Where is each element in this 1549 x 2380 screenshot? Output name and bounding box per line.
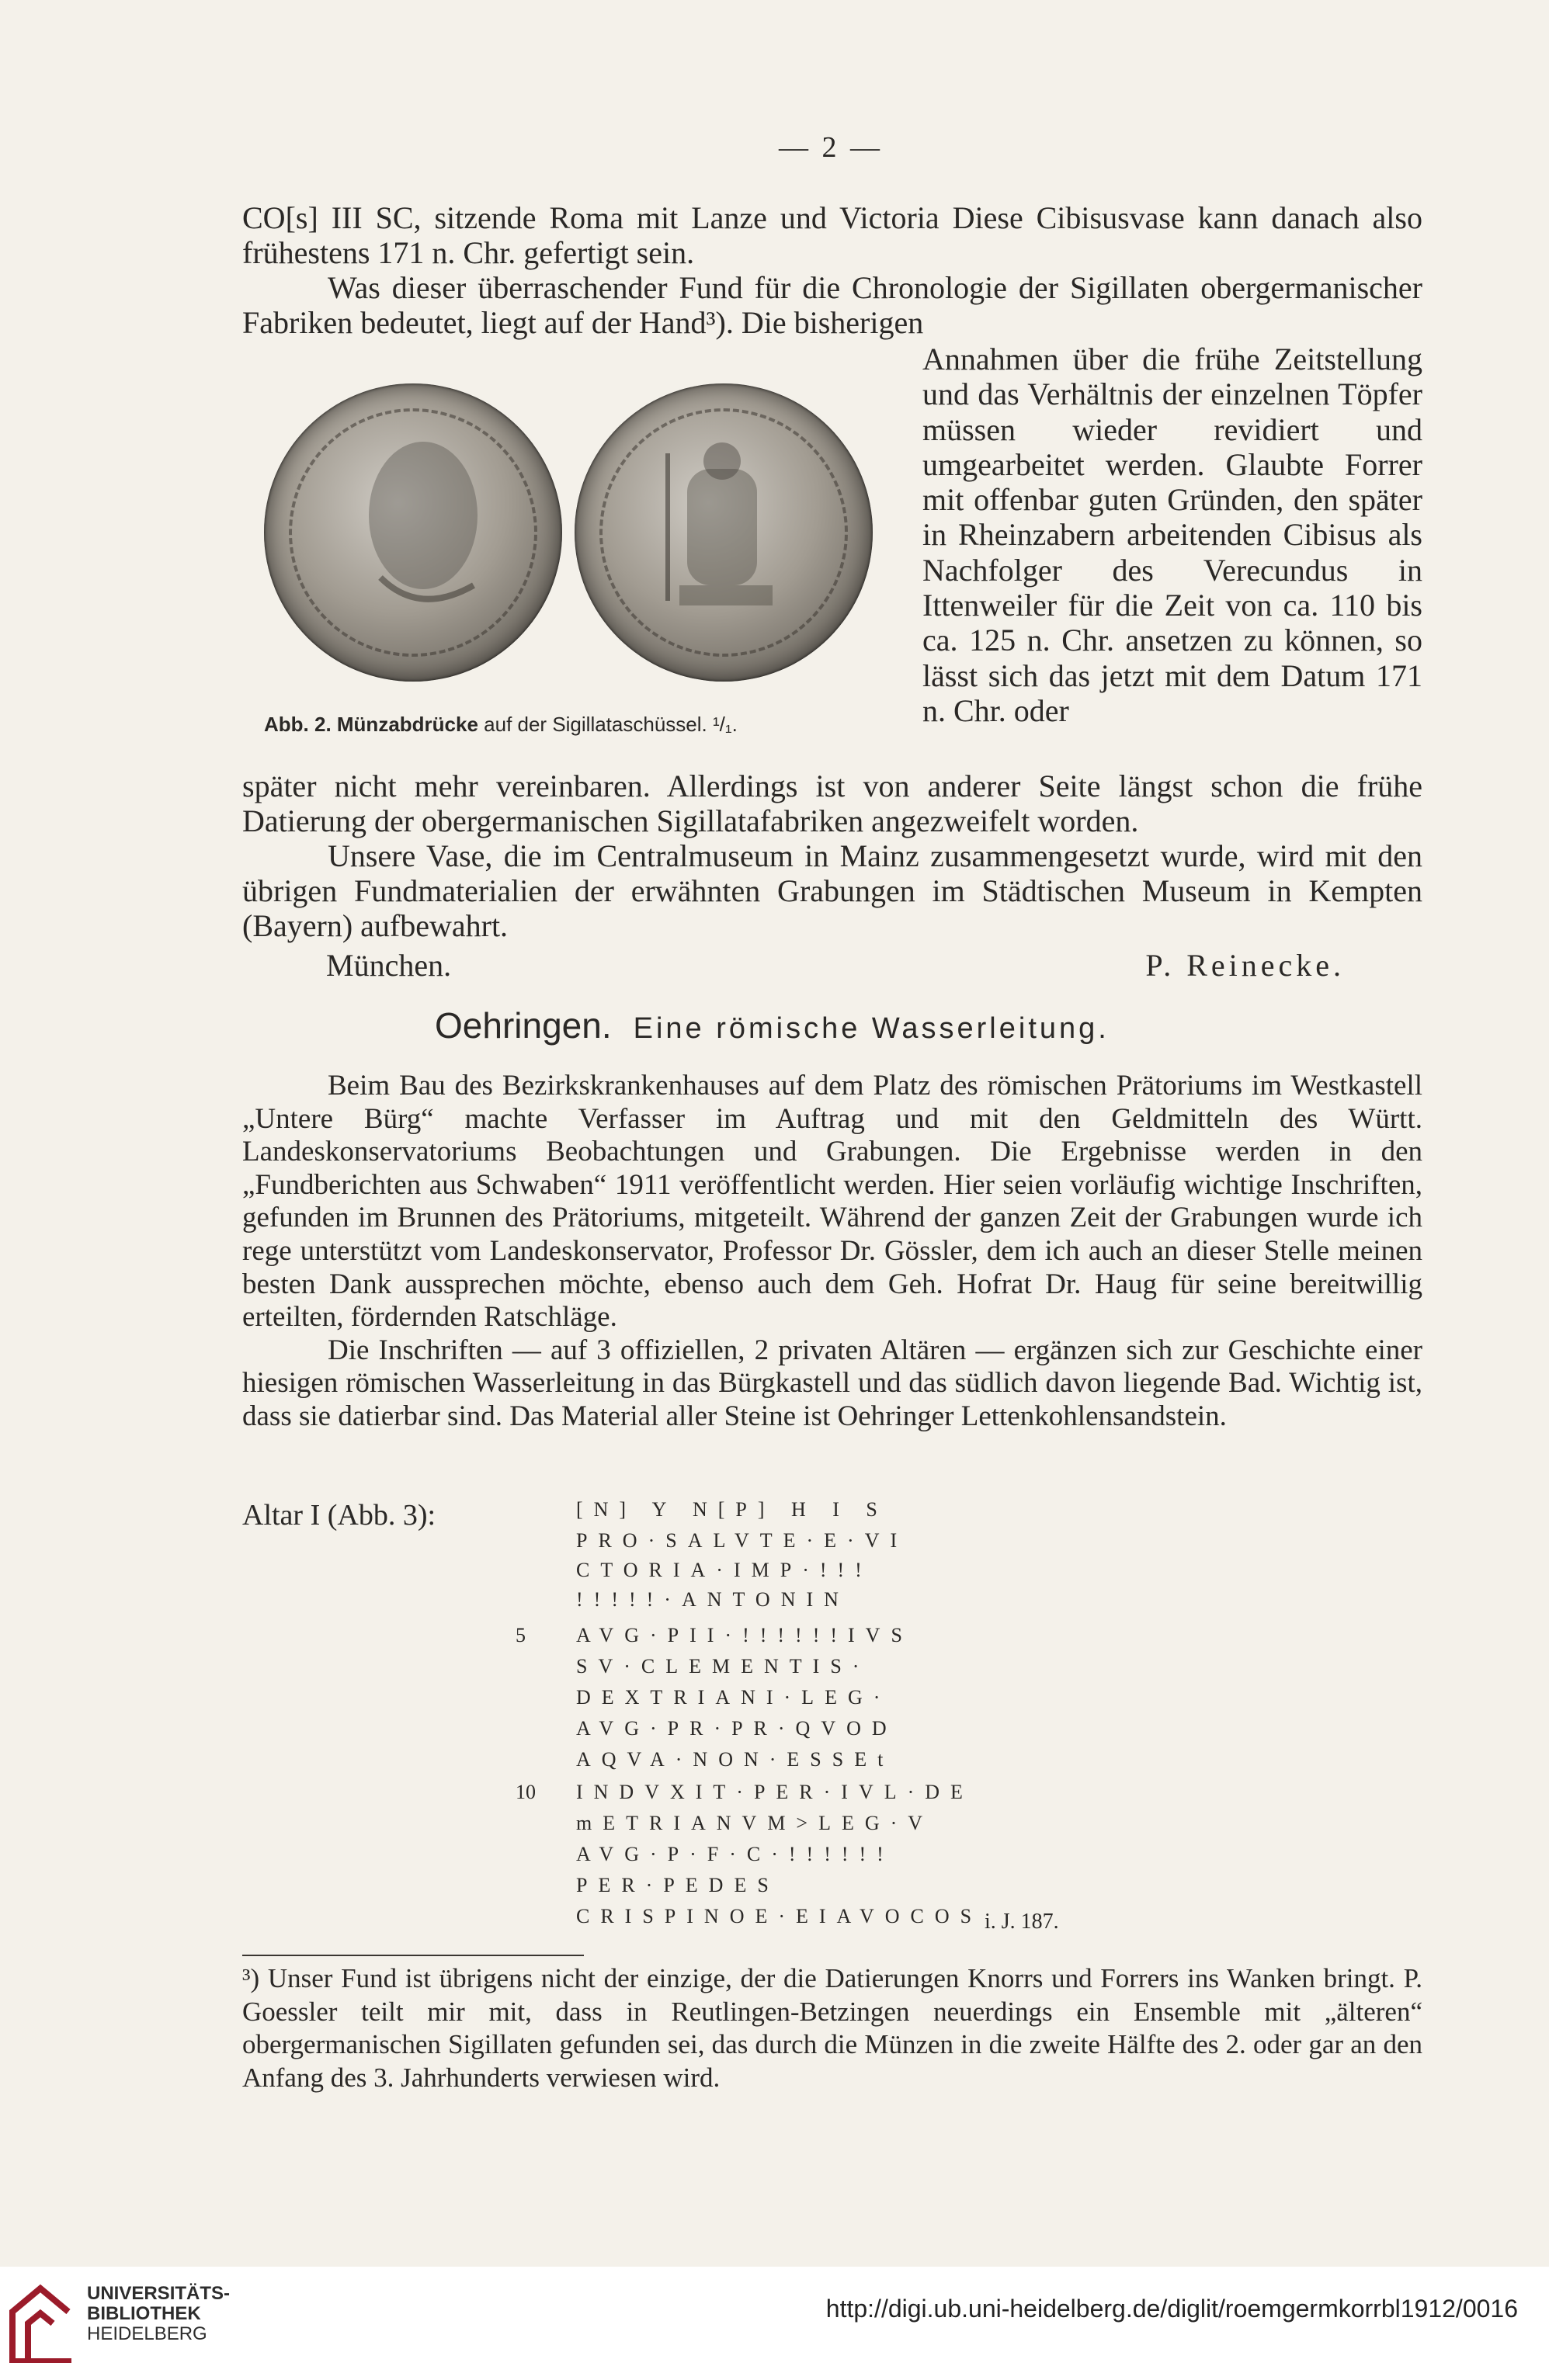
inscription-line: mETRIANVM>LEG·V [576,1812,934,1834]
footnote: ³) Unser Fund ist übrigens nicht der einzige, der die Datierungen Knorrs und Forrers ins Wanken bringt. P. Goessler teilt mir mit, dass in Reutlingen-Betzingen neuerdings ein Ensemble mit „älteren“ obergermanischen Sigillaten gefunden sei, das durch die Münzen in die zweite Hälfte des 2. oder gar an den Anfang des 3. Jahrhunderts verwiesen wird. [242,1963,1422,2093]
seated-roma-icon [575,383,873,682]
inscription-line: [N] Y N[P] H I S [576,1498,888,1521]
footnote-divider [242,1955,584,1956]
continuation-text [242,768,1422,943]
library-name-line2: BIBLIOTHEK [87,2303,201,2324]
library-logo-icon [5,2281,76,2366]
signoff-author: P. Reinecke. [1145,948,1345,983]
digitization-footer [0,2267,1549,2380]
excavation-paragraph: Beim Bau des Bezirkskrankenhauses auf dem Platz des römischen Prätoriums im Westkastell „Untere Bürg“ machte Verfasser im Auftrag und mit den Geldmitteln des Württ. Landeskonservatoriums Beobachtungen und Grabungen. Die Ergebnisse werden in den „Fundberichten aus Schwaben“ 1911 veröffentlicht werden. Hier seien vorläufig wichtige Inschriften, gefunden im Brunnen des Prätoriums, mitgeteilt. Während der ganzen Zeit der Grabungen wurde ich rege unterstützt vom Landeskonservator, Professor Dr. Gössler, dem ich auch an dieser Stelle meinen besten Dank aussprechen möchte, ebenso auch dem Geh. Hofrat Dr. Haug für seine bereitwillig erteilten, fördernden Ratschläge. [242,1070,1422,1334]
inscription-line: SV·CLEMENTIS· [576,1655,870,1677]
right-column-text: Annahmen über die frühe Zeitstellung und das Verhältnis der einzelnen Töpfer müssen wieder revidiert und umgearbeitet werden. Glaubte Forrer mit offenbar guten Gründen, den später in Rheinzabern arbeitenden Cibisus als Nachfolger des Verecundus in Ittenweiler für die Zeit von ca. 110 bis ca. 125 n. Chr. ansetzen zu können, so lässt sich das jetzt mit dem Datum 171 n. Chr. oder [922,342,1422,728]
altar-label: Altar I (Abb. 3): [242,1499,436,1532]
intro-text [242,200,1422,340]
inscription-line: CRISPINOE·ЕIAVOCOS [576,1905,983,1927]
inscription-line: DEXTRIANI·LEG· [576,1686,891,1709]
section-heading [435,1004,1110,1046]
inscription-line: PRO·SALVTE·E·VI [576,1529,908,1552]
inscription-line: AVG·P·F·C·!!!!!! [576,1843,894,1865]
section-subtitle: Eine römische Wasserleitung. [633,1012,1110,1045]
figure-caption [264,713,738,737]
library-name-line1: UNIVERSITÄTS- [87,2283,231,2304]
inscription-line: AVG·PII·!!!!!!IVS [576,1624,913,1646]
source-url-link[interactable]: http://digi.ub.uni-heidelberg.de/diglit/roemgermkorrbl1912/0016 [825,2295,1518,2323]
library-name [87,2284,230,2344]
coin-obverse [264,383,562,682]
intro-paragraph: CO[s] III SC, sitzende Roma mit Lanze und Victoria Diese Cibisusvase kann danach also frühestens 171 n. Chr. gefertigt sein. [242,200,1422,270]
coin-impressions-figure [250,373,902,699]
page-number: — 2 — [779,131,883,164]
figure-caption-text: auf der Sigillataschüssel. ¹/₁. [478,713,738,736]
figure-caption-label: Abb. 2. Münzabdrücke [264,713,478,736]
coin-reverse [575,383,873,682]
library-name-line3: HEIDELBERG [87,2323,207,2344]
section-place: Oehringen. [435,1005,612,1046]
inscriptions-paragraph: Die Inschriften — auf 3 offiziellen, 2 privaten Altären — ergänzen sich zur Geschichte einer hiesigen römischen Wasserleitung in das Bürgkastell und das südlich davon liegende Bad. Wichtig ist, dass sie datierbar sind. Das Material aller Steine ist Oehringer Lettenkohlensandstein. [242,1334,1422,1432]
portrait-relief-icon [264,383,562,682]
after-figure-paragraph: später nicht mehr vereinbaren. Allerdings ist von anderer Seite längst schon die frühe Datierung der obergermanischen Sigillatafabriken angezweifelt worden. [242,768,1422,838]
inscription-line: CTORIA·IMP·!!! [576,1559,873,1581]
inscription-line: !!!!!·ANTONIN [576,1588,849,1611]
signoff [326,947,1422,984]
chronology-paragraph-start: Was dieser überraschender Fund für die Chronologie der Sigillaten obergermanischer Fabriken bedeutet, liegt auf der Hand³). Die bisherigen [242,270,1422,340]
inscription-line: INDVXIT·PER·IVL·DE [576,1781,974,1803]
inscription-line: PER·PEDES [576,1874,780,1896]
inscription-date: i. J. 187. [985,1910,1059,1934]
section-body [242,1070,1422,1434]
inscription-line-number: 5 [516,1624,526,1646]
inscription-line: AQVA·NON·ESSEt [576,1748,894,1771]
signoff-place: München. [326,948,452,983]
inscription-line-number: 10 [516,1781,536,1803]
inscription-line: AVG·PR·PR·QVOD [576,1717,898,1740]
vase-paragraph: Unsere Vase, die im Centralmuseum in Mainz zusammengesetzt wurde, wird mit den übrigen Fundmaterialien der erwähnten Grabungen im Städtischen Museum in Kempten (Bayern) aufbewahrt. [242,838,1422,943]
